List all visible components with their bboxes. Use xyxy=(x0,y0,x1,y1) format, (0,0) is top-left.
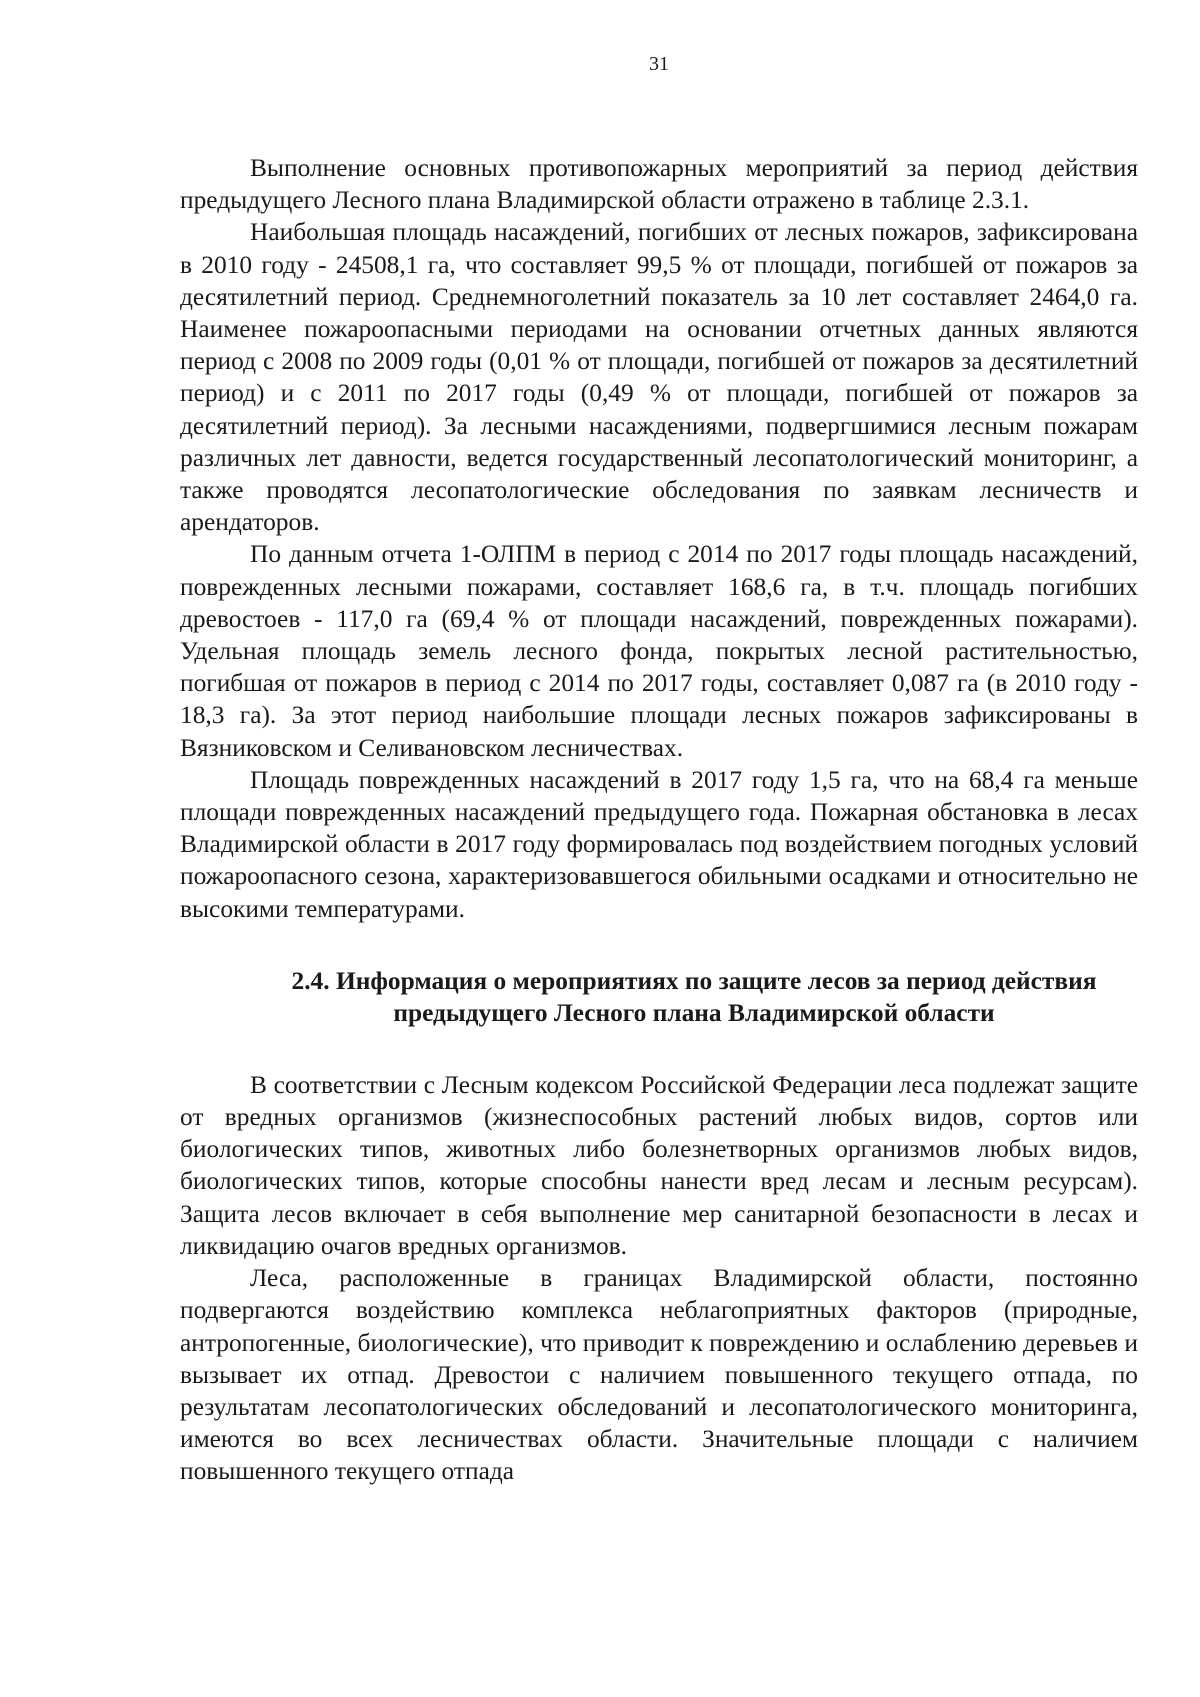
page-number: 31 xyxy=(649,53,669,75)
paragraph-adverse-factors: Леса, расположенные в границах Владимирской области, постоянно подвергаются воздействию комплекса неблагоприятных факторов (природные, антропогенные, биологические), что приводит к повреждению и ослаблению деревьев и вызывает их отпад. Древостои с наличием повышенного текущего отпада, по результатам лесопатологических обследований и лесопатологического мониторинга, имеются во всех лесничествах области. Значительные площади с наличием повышенного текущего отпада xyxy=(180,1264,1138,1486)
document-page xyxy=(180,0,1138,1697)
paragraph-fire-measures: Выполнение основных противопожарных мероприятий за период действия предыдущего Лесного плана Владимирской области отражено в таблице 2.3.1. xyxy=(180,154,1138,215)
paragraph-fire-area-2010: Наибольшая площадь насаждений, погибших от лесных пожаров, зафиксирована в 2010 году - 24508,1 га, что составляет 99,5 % от площади, погибшей от пожаров за десятилетний период. Среднемноголетний показатель за 10 лет составляет 2464,0 га. Наименее пожароопасными периодами на основании отчетных данных являются период с 2008 по 2009 годы (0,01 % от площади, погибшей от пожаров за десятилетний период) и с 2011 по 2017 годы (0,49 % от площади, погибшей от пожаров за десятилетний период). За лесными насаждениями, подвергшимися лесным пожарам различных лет давности, ведется государственный лесопатологический мониторинг, а также проводятся лесопатологические обследования по заявкам лесничеств и арендаторов. xyxy=(180,218,1138,537)
paragraph-forest-code: В соответствии с Лесным кодексом Российской Федерации леса подлежат защите от вредных организмов (жизнеспособных растений любых видов, сортов или биологических типов, животных либо болезнетворных организмов любых видов, биологических типов, которые способны нанести вред лесам и лесным ресурсам). Защита лесов включает в себя выполнение мер санитарной безопасности в лесах и ликвидацию очагов вредных организмов. xyxy=(180,1070,1138,1260)
section-heading-2-4: 2.4. Информация о мероприятиях по защите лесов за период действия предыдущего Лесного плана Владимирской области xyxy=(291,966,1097,1027)
paragraph-olpm-report: По данным отчета 1-ОЛПМ в период с 2014 по 2017 годы площадь насаждений, поврежденных лесными пожарами, составляет 168,6 га, в т.ч. площадь погибших древостоев - 117,0 га (69,4 % от площади насаждений, поврежденных пожарами). Удельная площадь земель лесного фонда, покрытых лесной растительностью, погибшая от пожаров в период с 2014 по 2017 годы, составляет 0,087 га (в 2010 году - 18,3 га). За этот период наибольшие площади лесных пожаров зафиксированы в Вязниковском и Селивановском лесничествах. xyxy=(180,540,1138,762)
paragraph-damaged-2017: Площадь поврежденных насаждений в 2017 году 1,5 га, что на 68,4 га меньше площади поврежденных насаждений предыдущего года. Пожарная обстановка в лесах Владимирской области в 2017 году формировалась под воздействием погодных условий пожароопасного сезона, характеризовавшегося обильными осадками и относительно не высокими температурами. xyxy=(180,765,1138,923)
document-body xyxy=(180,152,1138,1488)
